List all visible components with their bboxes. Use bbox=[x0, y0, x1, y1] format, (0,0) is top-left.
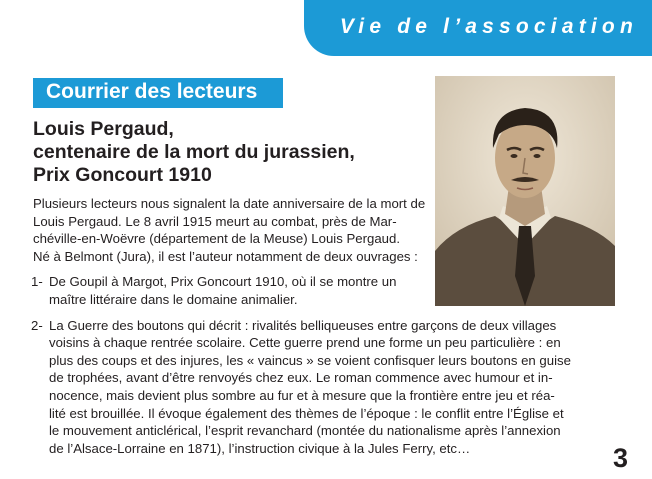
list-number: 1- bbox=[31, 274, 43, 290]
list-number: 2- bbox=[31, 317, 43, 333]
text-line: de trophées, avant d’être renvoyés chez eux. Le roman commence avec humour et in- bbox=[49, 370, 553, 386]
list-item bbox=[33, 273, 429, 308]
rubric-label bbox=[33, 78, 283, 108]
text-line: chéville-en-Woëvre (département de la Meuse) Louis Pergaud. bbox=[33, 231, 401, 247]
list-item bbox=[33, 317, 593, 458]
text-line: De Goupil à Margot, Prix Goncourt 1910, où il se montre un bbox=[49, 274, 397, 290]
page-number: 3 bbox=[613, 443, 629, 473]
text-line: plus des coups et des injures, les « vaincus » se voient confisquer leurs boutons en guise bbox=[49, 352, 571, 368]
text-line: La Guerre des boutons qui décrit : rivalités belliqueuses entre garçons de deux villages bbox=[49, 317, 557, 333]
article-body bbox=[33, 195, 593, 457]
text-line: le mouvement anticlérical, l’esprit revanchard (montée du nationalisme après l’annexion bbox=[49, 423, 561, 439]
text-line: lité est brouillée. Il évoque également des thèmes de l’époque : le conflit entre l’Église et bbox=[49, 405, 564, 421]
section-banner bbox=[304, 0, 652, 56]
text-line: nocence, mais devient plus sombre au fur et à mesure que la frontière entre jeu et réa- bbox=[49, 387, 555, 403]
text-line: de l’Alsace-Lorraine en 1871), l’instruction civique à la Jules Ferry, etc… bbox=[49, 440, 471, 456]
intro-paragraph bbox=[33, 195, 428, 265]
title-line: Louis Pergaud, bbox=[33, 118, 174, 140]
text-line: Né à Belmont (Jura), il est l’auteur notamment de deux ouvrages : bbox=[33, 248, 418, 264]
text-line: maître littéraire dans le domaine animalier. bbox=[49, 291, 298, 307]
text-line: Plusieurs lecteurs nous signalent la date anniversaire de la mort de bbox=[33, 196, 426, 211]
section-title: Vie de l’association bbox=[339, 15, 638, 38]
text-line: voisins à chaque rentrée scolaire. Cette guerre prend une forme un peu particulière : en bbox=[49, 335, 561, 351]
title-line: centenaire de la mort du jurassien, bbox=[33, 141, 355, 163]
title-line: Prix Goncourt 1910 bbox=[33, 164, 212, 186]
article-title bbox=[33, 118, 355, 187]
rubric-title: Courrier des lecteurs bbox=[46, 80, 258, 103]
text-line: Louis Pergaud. Le 8 avril 1915 meurt au combat, près de Mar- bbox=[33, 213, 397, 229]
